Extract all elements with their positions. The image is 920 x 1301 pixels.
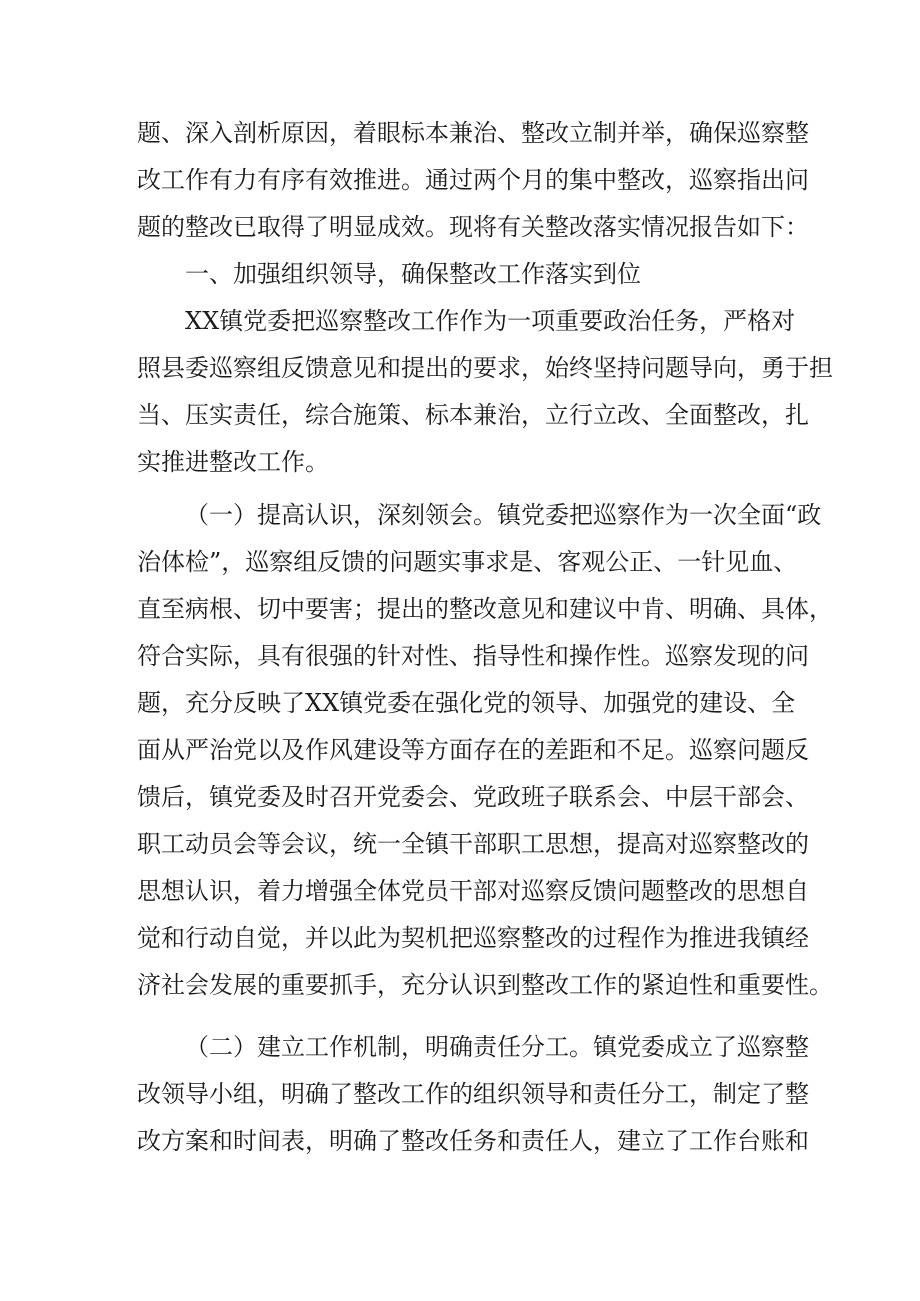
text-line: 符合实际，具有很强的针对性、指导性和操作性。巡察发现的问 bbox=[137, 642, 809, 670]
text-line: 题，充分反映了XX镇党委在强化党的领导、加强党的建设、全 bbox=[137, 689, 796, 717]
text-line: 面从严治党以及作风建设等方面存在的差距和不足。巡察问题反 bbox=[137, 736, 809, 764]
text-line: 改领导小组，明确了整改工作的组织领导和责任分工，制定了整 bbox=[137, 1080, 809, 1108]
text-line: 题、深入剖析原因，着眼标本兼治、整改立制并举，确保巡察整 bbox=[137, 119, 809, 147]
section-heading: 一、加强组织领导，确保整改工作落实到位 bbox=[185, 260, 641, 288]
text-line: 思想认识，着力增强全体党员干部对巡察反馈问题整改的思想自 bbox=[137, 877, 809, 905]
text-line: 职工动员会等会议，统一全镇干部职工思想，提高对巡察整改的 bbox=[137, 830, 809, 858]
text-line: XX镇党委把巡察整改工作作为一项重要政治任务，严格对 bbox=[185, 307, 796, 335]
text-line: 题的整改已取得了明显成效。现将有关整改落实情况报告如下： bbox=[137, 213, 809, 241]
text-line: 馈后，镇党委及时召开党委会、党政班子联系会、中层干部会、 bbox=[137, 783, 809, 811]
text-line: 觉和行动自觉，并以此为契机把巡察整改的过程作为推进我镇经 bbox=[137, 924, 809, 952]
subsection-line: （二）建立工作机制，明确责任分工。镇党委成立了巡察整 bbox=[185, 1033, 809, 1061]
text-line: 实推进整改工作。 bbox=[137, 448, 329, 476]
text-line: 直至病根、切中要害；提出的整改意见和建议中肯、明确、具体， bbox=[137, 595, 833, 623]
text-line: 改方案和时间表，明确了整改任务和责任人，建立了工作台账和 bbox=[137, 1127, 809, 1155]
subsection-line: （一）提高认识，深刻领会。镇党委把巡察作为一次全面“政 bbox=[185, 501, 822, 529]
text-line: 治体检”，巡察组反馈的问题实事求是、客观公正、一针见血、 bbox=[137, 548, 798, 576]
text-line: 照县委巡察组反馈意见和提出的要求，始终坚持问题导向，勇于担 bbox=[137, 354, 833, 382]
text-line: 济社会发展的重要抓手，充分认识到整改工作的紧迫性和重要性。 bbox=[137, 971, 833, 999]
text-line: 当、压实责任，综合施策、标本兼治，立行立改、全面整改，扎 bbox=[137, 401, 809, 429]
text-line: 改工作有力有序有效推进。通过两个月的集中整改，巡察指出问 bbox=[137, 166, 809, 194]
